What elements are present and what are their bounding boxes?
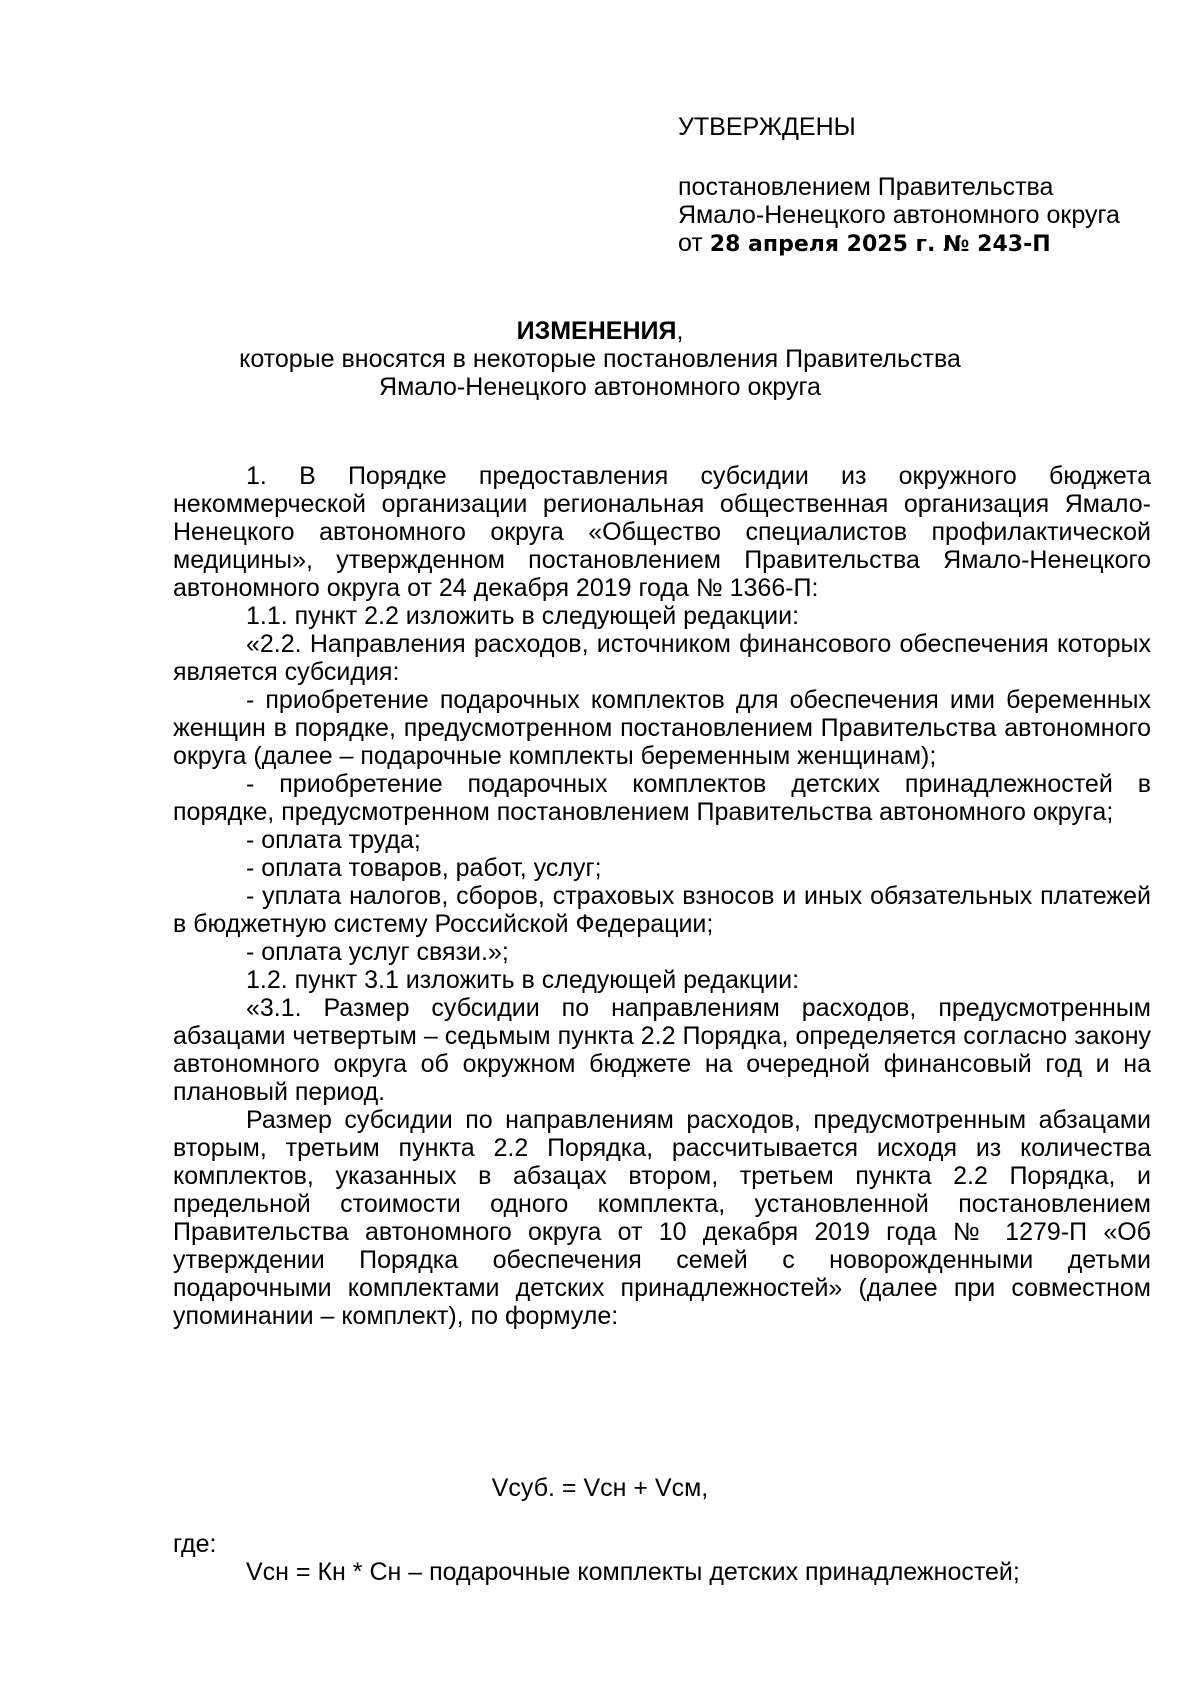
approval-date-line (678, 229, 1120, 259)
document-title: ИЗМЕНЕНИЯ (516, 317, 677, 345)
approval-line-1: постановлением Правительства (678, 173, 1054, 201)
approval-title: УТВЕРЖДЕНЫ (678, 113, 856, 141)
paragraph: - оплата товаров, работ, услуг; (246, 854, 602, 882)
paragraph: Размер субсидии по направлениям расходов, предусмотренным абзацами вторым, третьим пункта 2.2 Порядка, рассчитывается исходя из количества комплектов, указанных в абзацах втором, третьем пункта 2.2 Порядка, и предельной стоимости одного комплекта, установленной постановлением Правительства автономного округа от 10 декабря 2019 года № 1279-П «Об утверждении Порядка обеспечения семей с новорожденными детьми подарочными комплектами детских принадлежностей» (далее при совместном упоминании – комплект), по формуле: (173, 1106, 1151, 1330)
formula: Vсуб. = Vсн + Vсм, (491, 1474, 709, 1502)
paragraph: - уплата налогов, сборов, страховых взносов и иных обязательных платежей в бюджетную систему Российской Федерации; (173, 882, 1151, 938)
paragraph: 1.1. пункт 2.2 изложить в следующей редакции: (246, 602, 800, 630)
formula-definition: Vсн = Кн * Сн – подарочные комплекты детских принадлежностей; (246, 1558, 1020, 1586)
paragraph: 1. В Порядке предоставления субсидии из окружного бюджета некоммерческой организации региональная общественная организация Ямало-Ненецкого автономного округа «Общество специалистов профилактической медицины», утвержденном постановлением Правительства Ямало-Ненецкого автономного округа от 24 декабря 2019 года № 1366-П: (173, 462, 1151, 602)
paragraph: «3.1. Размер субсидии по направлениям расходов, предусмотренным абзацами четвертым – седьмым пункта 2.2 Порядка, определяется согласно закону автономного округа об окружном бюджете на очередной финансовый год и на плановый период. (173, 994, 1151, 1106)
paragraph: «2.2. Направления расходов, источником финансового обеспечения которых является субсидия: (173, 630, 1151, 686)
document-title-comma: , (676, 317, 684, 345)
approval-block (678, 113, 1120, 259)
document-body (173, 462, 1151, 1330)
approval-line-2: Ямало-Ненецкого автономного округа (678, 201, 1120, 229)
paragraph: - приобретение подарочных комплектов для обеспечения ими беременных женщин в порядке, предусмотренном постановлением Правительства автономного округа (далее – подарочные комплекты беременным женщинам); (173, 686, 1151, 770)
where-label: где: (173, 1530, 217, 1558)
document-subtitle-line-1: которые вносятся в некоторые постановления Правительства (239, 345, 961, 373)
approval-date-number: 28 апреля 2025 г. № 243-П (709, 232, 1051, 257)
paragraph: 1.2. пункт 3.1 изложить в следующей редакции: (246, 966, 800, 994)
approval-date-prefix: от (678, 229, 703, 257)
document-subtitle-line-2: Ямало-Ненецкого автономного округа (379, 373, 821, 401)
paragraph: - приобретение подарочных комплектов детских принадлежностей в порядке, предусмотренном постановлением Правительства автономного округа; (173, 770, 1151, 826)
paragraph: - оплата труда; (246, 826, 421, 854)
paragraph: - оплата услуг связи.»; (246, 938, 509, 966)
document-heading (0, 317, 1200, 401)
